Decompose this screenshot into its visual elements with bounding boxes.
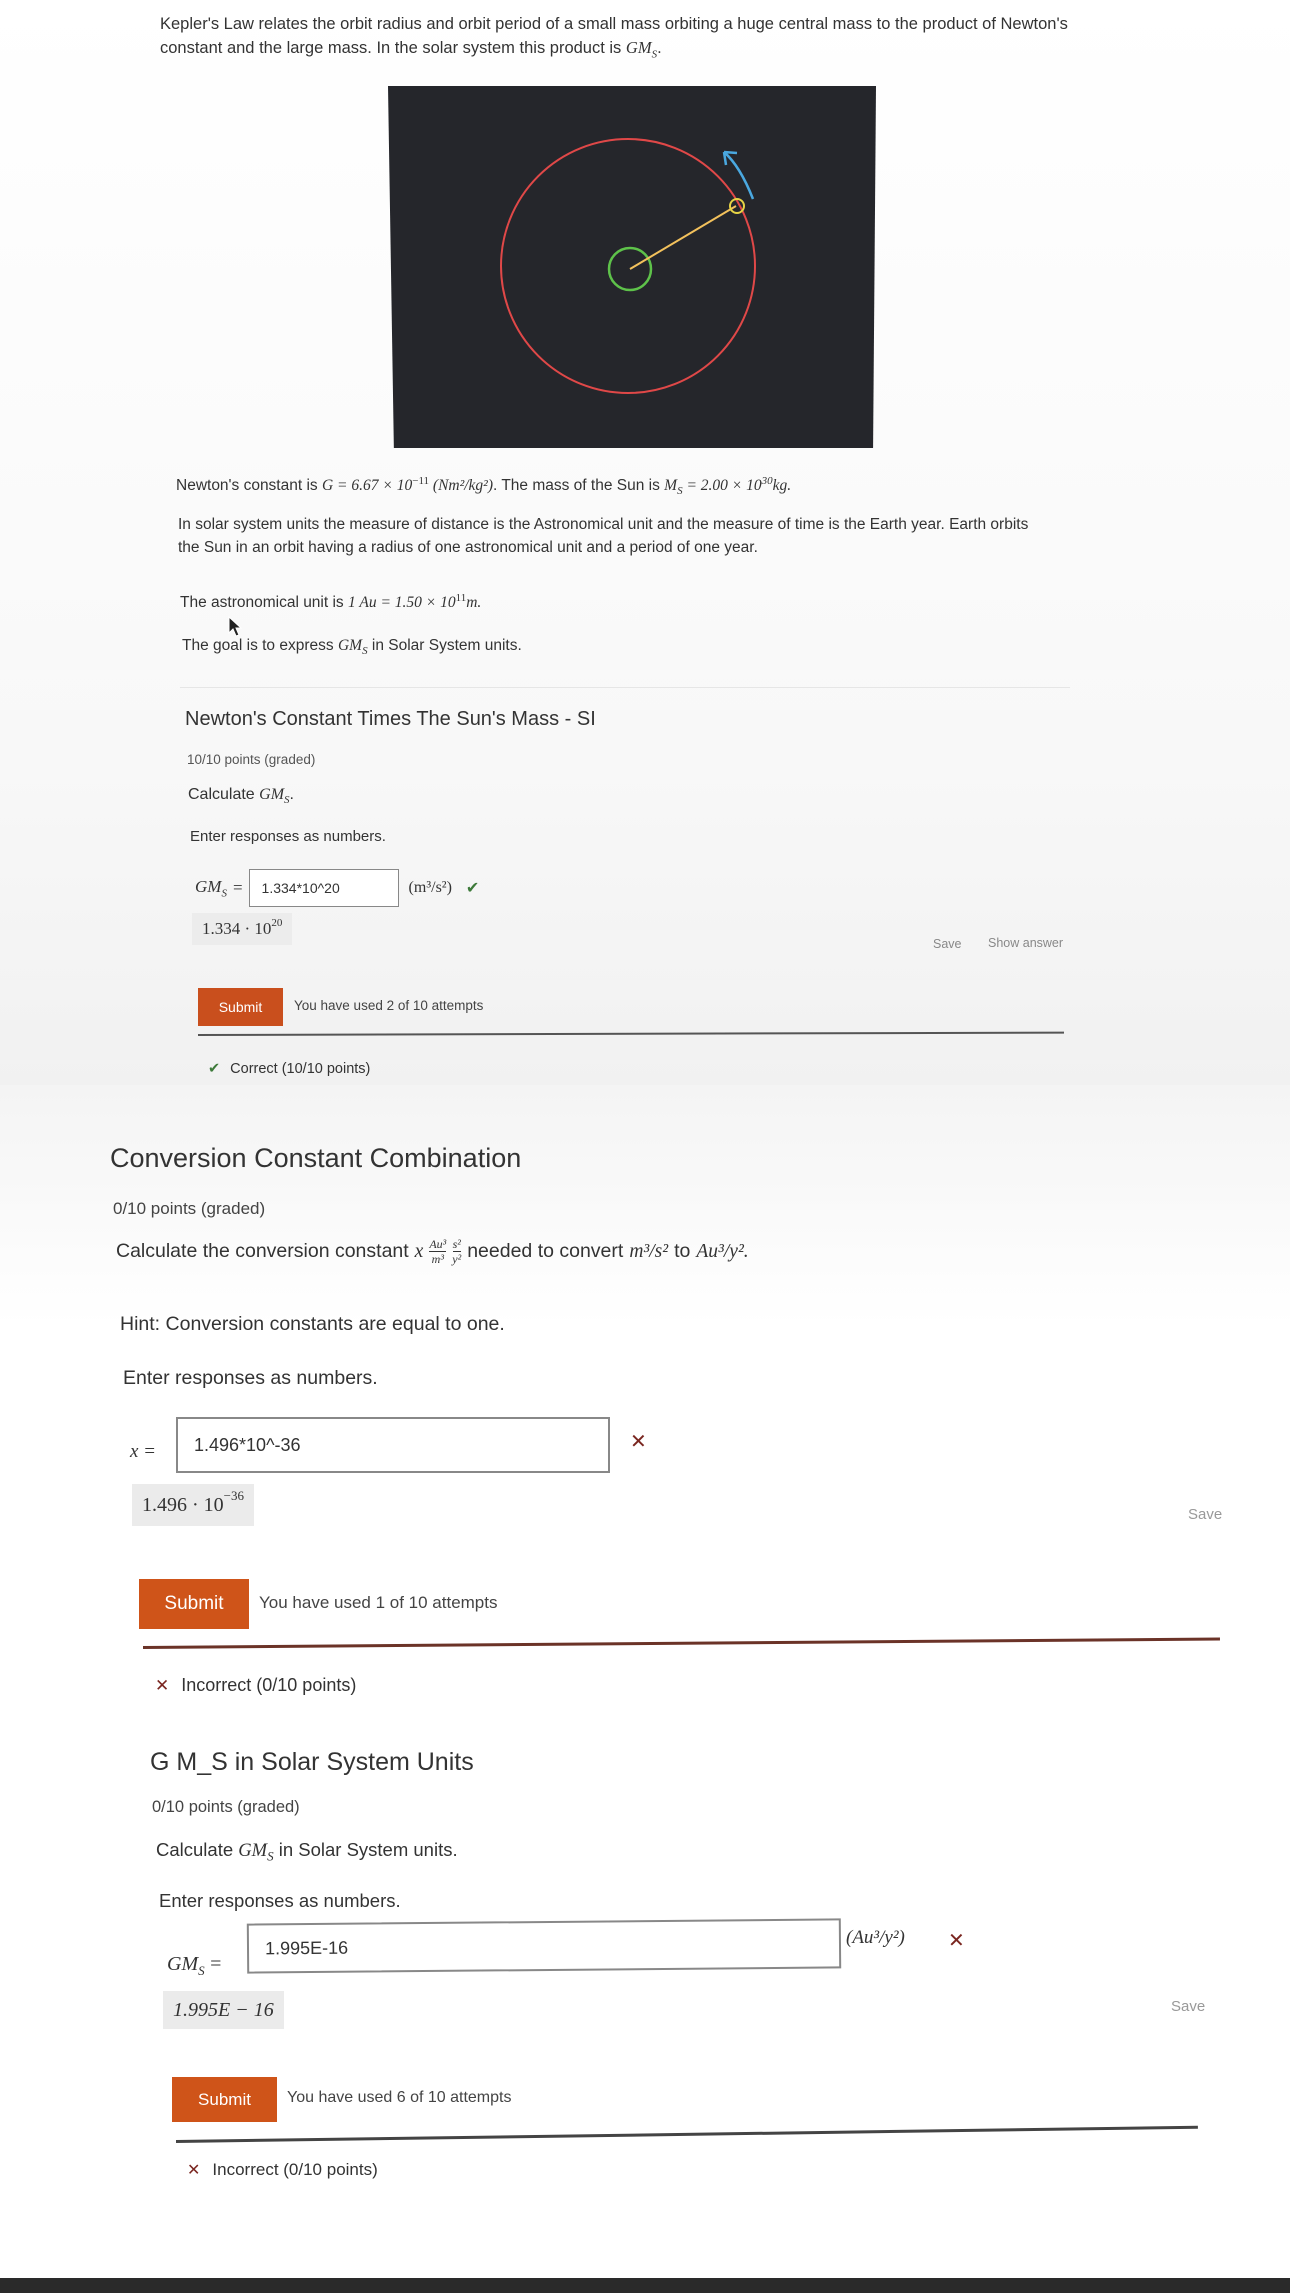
incorrect-x-icon: ✕: [630, 1431, 647, 1453]
problem1-instructions: Enter responses as numbers.: [190, 828, 386, 845]
problem3-title: G M_S in Solar System Units: [150, 1748, 474, 1776]
problem3-status: ✕ Incorrect (0/10 points): [187, 2160, 378, 2179]
incorrect-x-icon: ✕: [187, 2162, 201, 2179]
problem3-variable-label: $GM_S$ =: [167, 1953, 222, 1978]
problem2-attempts: You have used 1 of 10 attempts: [259, 1593, 498, 1612]
problem2-answer-input[interactable]: 1.496*10^-36: [176, 1417, 610, 1473]
incorrect-x-icon: ✕: [155, 1676, 170, 1695]
problem1-divider: [198, 1032, 1064, 1036]
problem1-submit-button[interactable]: Submit: [198, 988, 283, 1026]
problem2-points: 0/10 points (graded): [113, 1199, 266, 1218]
gms-symbol: $GM_S$: [625, 38, 658, 61]
problem3-divider: [176, 2126, 1198, 2143]
problem1-answer-preview: 1.334 · 10 $^{20}$: [192, 913, 292, 945]
solar-units-text: In solar system units the measure of distance is the Astronomical unit and the measure of time is the Earth year. Earth orbits the Sun in an orbit having a radius of one astronomical unit and a period of one year.: [178, 516, 1029, 556]
orbit-path: [501, 139, 755, 393]
problem1-title: Newton's Constant Times The Sun's Mass - SI: [185, 708, 596, 730]
problem3-save-button[interactable]: Save: [1171, 1998, 1206, 2015]
section-divider: [180, 687, 1070, 688]
problem1-answer-input[interactable]: 1.334*10^20: [249, 869, 399, 907]
incorrect-x-icon: ✕: [948, 1930, 965, 1952]
bottom-edge: [0, 2278, 1290, 2293]
problem1-save-button[interactable]: Save: [933, 937, 962, 951]
problem3-units: (Au³/y²): [846, 1927, 905, 1948]
problem2-answer-preview: 1.496 · 10 $^{-36}$: [132, 1484, 254, 1526]
newton-constant-text: Newton's constant is $G = 6.67 \times 10^{-11}$ (Nm²/kg²). The mass of the Sun is $M_S = 2.00 \times 10^{30}kg$.: [176, 475, 792, 498]
intro-line-2: constant and the large mass. In the solar system this product is $GM_S$.: [160, 38, 662, 61]
correct-check-icon: ✔: [465, 880, 480, 897]
lower-page-section: [0, 1085, 1290, 2293]
intro-text: [160, 12, 1120, 66]
orbit-canvas: [388, 86, 876, 448]
problem2-hint: Hint: Conversion constants are equal to one.: [120, 1313, 505, 1335]
intro-line-2-text: constant and the large mass. In the solar system this product is: [160, 39, 622, 57]
problem1-answer-row: $GM_S$ = 1.334*10^20 (m³/s²) ✔: [195, 868, 479, 908]
problem3-attempts: You have used 6 of 10 attempts: [287, 2089, 512, 2106]
problem2-status: ✕ Incorrect (0/10 points): [155, 1675, 357, 1695]
radius-line: [630, 206, 736, 269]
correct-check-icon: ✔: [208, 1061, 221, 1077]
problem2-divider: [143, 1638, 1220, 1649]
problem3-answer-preview: 1.995E − 16: [163, 1991, 284, 2029]
intro-line-1: Kepler's Law relates the orbit radius and orbit period of a small mass orbiting a huge central mass to the product of Newton's: [160, 15, 1068, 33]
goal-text: The goal is to express $GM_S$ in Solar System units.: [182, 637, 522, 658]
problem1-show-answer-button[interactable]: Show answer: [988, 936, 1064, 950]
problem1-status: ✔ Correct (10/10 points): [208, 1061, 371, 1077]
problem1-units: (m³/s²): [408, 879, 452, 896]
problem2-instructions: Enter responses as numbers.: [123, 1367, 378, 1389]
problem1-variable-label: $GM_S$: [195, 876, 227, 900]
problem3-instructions: Enter responses as numbers.: [159, 1890, 401, 1911]
au-text: The astronomical unit is 1 $Au = 1.50 \times 10^{11}m$.: [180, 592, 482, 612]
problem2-submit-button[interactable]: Submit: [139, 1579, 249, 1629]
problem1-points: 10/10 points (graded): [187, 752, 316, 767]
problem2-save-button[interactable]: Save: [1188, 1506, 1223, 1523]
problem2-variable-label: x =: [130, 1441, 157, 1462]
upper-page-section: [0, 0, 1290, 1085]
problem2-title: Conversion Constant Combination: [110, 1143, 522, 1173]
problem3-question: Calculate $GM_S$ in Solar System units.: [156, 1839, 458, 1864]
problem1-question: Calculate $GM_S$.: [188, 786, 294, 807]
problem3-points: 0/10 points (graded): [152, 1798, 300, 1816]
problem2-question: Calculate the conversion constant x Au³ m³ s² y² needed to convert m³/s² to Au³/y².: [116, 1237, 749, 1266]
problem1-attempts: You have used 2 of 10 attempts: [294, 998, 484, 1013]
problem3-answer-input[interactable]: 1.995E-16: [247, 1918, 841, 1973]
velocity-arrow-icon: [724, 152, 753, 199]
orbit-simulation[interactable]: [388, 86, 876, 448]
problem3-submit-button[interactable]: Submit: [172, 2077, 277, 2122]
